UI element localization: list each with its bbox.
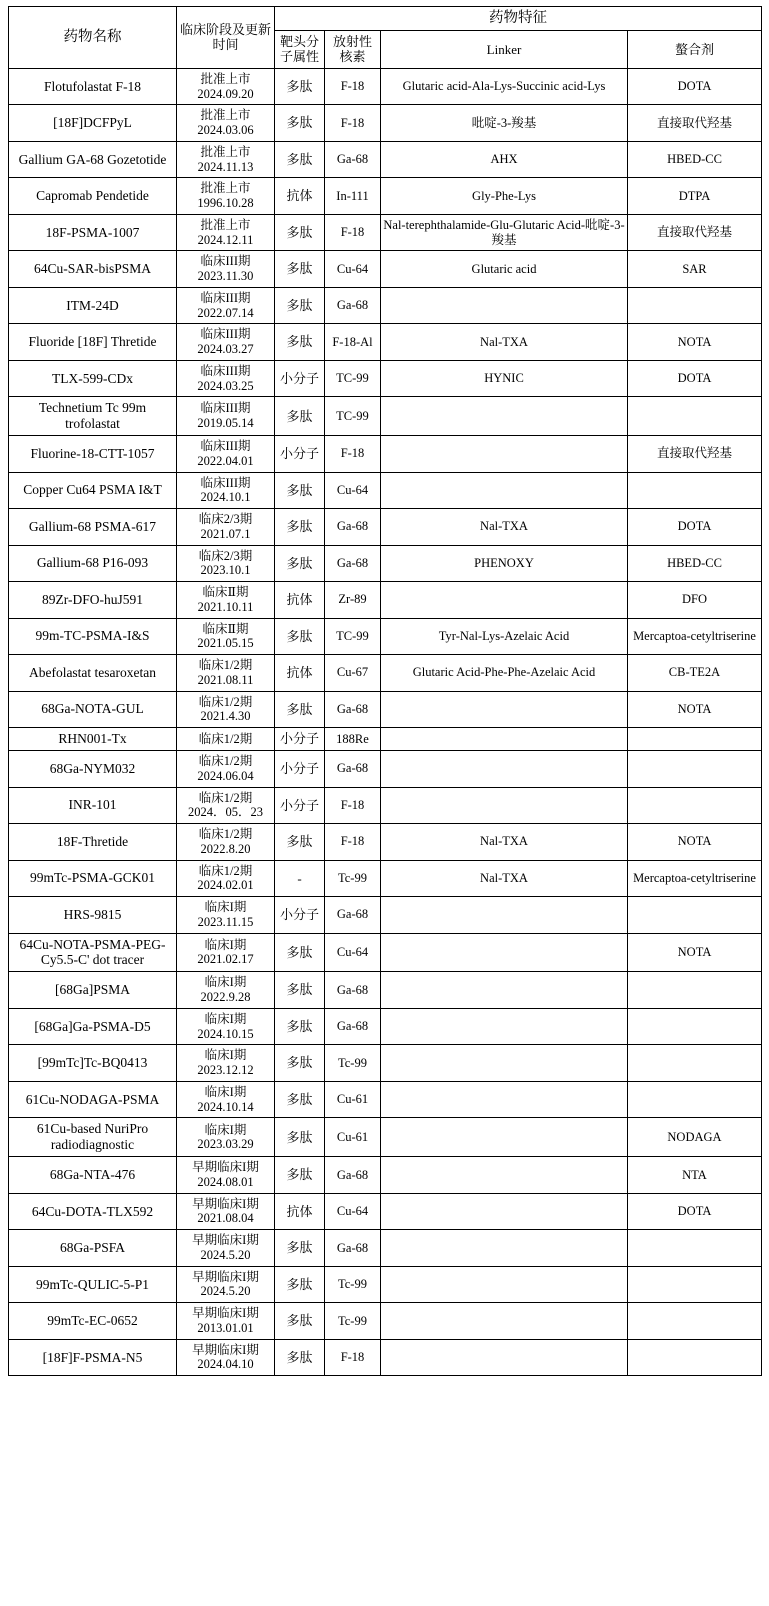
cell-linker xyxy=(381,436,628,473)
cell-target-property: 多肽 xyxy=(275,141,325,178)
cell-linker xyxy=(381,1303,628,1340)
cell-target-property: 多肽 xyxy=(275,1045,325,1082)
cell-target-property: 多肽 xyxy=(275,251,325,288)
table-row xyxy=(9,509,762,546)
cell-drug-name: Technetium Tc 99m trofolastat xyxy=(9,397,177,436)
cell-target-property: 多肽 xyxy=(275,1157,325,1194)
cell-target-property: 多肽 xyxy=(275,324,325,361)
cell-target-property: - xyxy=(275,860,325,897)
cell-target-property: 多肽 xyxy=(275,472,325,509)
cell-clinical-stage: 临床III期 2022.07.14 xyxy=(177,287,275,324)
table-row xyxy=(9,141,762,178)
cell-target-property: 小分子 xyxy=(275,751,325,788)
cell-linker xyxy=(381,728,628,751)
table-row xyxy=(9,1339,762,1376)
cell-drug-name: 99mTc-QULIC-5-P1 xyxy=(9,1266,177,1303)
cell-linker: Glutaric acid xyxy=(381,251,628,288)
cell-linker xyxy=(381,1008,628,1045)
cell-clinical-stage: 早期临床I期 2024.5.20 xyxy=(177,1230,275,1267)
table-body xyxy=(9,68,762,1375)
cell-linker xyxy=(381,972,628,1009)
cell-clinical-stage: 临床I期 2024.10.15 xyxy=(177,1008,275,1045)
cell-clinical-stage: 临床III期 2019.05.14 xyxy=(177,397,275,436)
cell-linker xyxy=(381,1230,628,1267)
cell-clinical-stage: 批准上市 2024.09.20 xyxy=(177,68,275,105)
cell-drug-name: 68Ga-PSFA xyxy=(9,1230,177,1267)
cell-nuclide: F-18 xyxy=(325,68,381,105)
table-row xyxy=(9,972,762,1009)
cell-linker: Nal-TXA xyxy=(381,509,628,546)
cell-nuclide: TC-99 xyxy=(325,397,381,436)
cell-nuclide: Tc-99 xyxy=(325,1303,381,1340)
table-row xyxy=(9,860,762,897)
table-row xyxy=(9,360,762,397)
cell-linker: AHX xyxy=(381,141,628,178)
cell-clinical-stage: 批准上市 2024.03.06 xyxy=(177,105,275,142)
cell-drug-name: 99m-TC-PSMA-I&S xyxy=(9,618,177,655)
cell-chelator: HBED-CC xyxy=(628,545,762,582)
table-row xyxy=(9,897,762,934)
drug-table xyxy=(8,6,762,1376)
cell-chelator: Mercaptoa-cetyltriserine xyxy=(628,618,762,655)
cell-nuclide: F-18 xyxy=(325,436,381,473)
cell-nuclide: Ga-68 xyxy=(325,141,381,178)
cell-nuclide: Cu-67 xyxy=(325,655,381,692)
cell-nuclide: Cu-61 xyxy=(325,1118,381,1157)
cell-linker xyxy=(381,1045,628,1082)
table-row xyxy=(9,1045,762,1082)
header-nuclide: 放射性核素 xyxy=(325,31,381,69)
cell-nuclide: 188Re xyxy=(325,728,381,751)
cell-nuclide: F-18 xyxy=(325,105,381,142)
cell-drug-name: 89Zr-DFO-huJ591 xyxy=(9,582,177,619)
cell-clinical-stage: 早期临床I期 2024.04.10 xyxy=(177,1339,275,1376)
cell-linker: Tyr-Nal-Lys-Azelaic Acid xyxy=(381,618,628,655)
cell-clinical-stage: 临床1/2期 2021.08.11 xyxy=(177,655,275,692)
header-target-property: 靶头分子属性 xyxy=(275,31,325,69)
cell-clinical-stage: 临床III期 2022.04.01 xyxy=(177,436,275,473)
cell-drug-name: Fluoride [18F] Thretide xyxy=(9,324,177,361)
table-row xyxy=(9,1008,762,1045)
cell-drug-name: RHN001-Tx xyxy=(9,728,177,751)
cell-nuclide: Ga-68 xyxy=(325,972,381,1009)
cell-drug-name: ITM-24D xyxy=(9,287,177,324)
cell-nuclide: Ga-68 xyxy=(325,751,381,788)
cell-chelator xyxy=(628,1081,762,1118)
cell-linker xyxy=(381,1081,628,1118)
cell-linker: Gly-Phe-Lys xyxy=(381,178,628,215)
cell-nuclide: Tc-99 xyxy=(325,1045,381,1082)
cell-drug-name: 99mTc-PSMA-GCK01 xyxy=(9,860,177,897)
cell-chelator xyxy=(628,1339,762,1376)
cell-linker xyxy=(381,287,628,324)
cell-clinical-stage: 临床1/2期 2024.02.01 xyxy=(177,860,275,897)
cell-clinical-stage: 早期临床I期 2021.08.04 xyxy=(177,1193,275,1230)
cell-target-property: 小分子 xyxy=(275,360,325,397)
table-row xyxy=(9,68,762,105)
cell-chelator: DFO xyxy=(628,582,762,619)
cell-chelator: NODAGA xyxy=(628,1118,762,1157)
cell-drug-name: 64Cu-DOTA-TLX592 xyxy=(9,1193,177,1230)
cell-nuclide: Ga-68 xyxy=(325,287,381,324)
cell-target-property: 小分子 xyxy=(275,897,325,934)
table-row xyxy=(9,1303,762,1340)
cell-nuclide: Ga-68 xyxy=(325,1157,381,1194)
cell-chelator xyxy=(628,1230,762,1267)
table-row xyxy=(9,1266,762,1303)
cell-linker xyxy=(381,933,628,972)
cell-chelator: NOTA xyxy=(628,933,762,972)
cell-linker xyxy=(381,397,628,436)
header-chelator: 螯合剂 xyxy=(628,31,762,69)
cell-nuclide: F-18-Al xyxy=(325,324,381,361)
cell-drug-name: Abefolastat tesaroxetan xyxy=(9,655,177,692)
cell-linker xyxy=(381,582,628,619)
cell-chelator xyxy=(628,397,762,436)
cell-clinical-stage: 临床III期 2024.03.27 xyxy=(177,324,275,361)
cell-target-property: 多肽 xyxy=(275,1081,325,1118)
table-row xyxy=(9,214,762,251)
cell-target-property: 小分子 xyxy=(275,436,325,473)
cell-drug-name: 99mTc-EC-0652 xyxy=(9,1303,177,1340)
table-row xyxy=(9,691,762,728)
table-row xyxy=(9,824,762,861)
cell-target-property: 抗体 xyxy=(275,178,325,215)
cell-chelator xyxy=(628,472,762,509)
cell-clinical-stage: 早期临床I期 2013.01.01 xyxy=(177,1303,275,1340)
cell-linker xyxy=(381,472,628,509)
cell-target-property: 多肽 xyxy=(275,68,325,105)
cell-linker: PHENOXY xyxy=(381,545,628,582)
cell-target-property: 多肽 xyxy=(275,545,325,582)
cell-nuclide: F-18 xyxy=(325,787,381,824)
cell-clinical-stage: 临床I期 2023.03.29 xyxy=(177,1118,275,1157)
table-row xyxy=(9,1230,762,1267)
cell-chelator: 直接取代羟基 xyxy=(628,214,762,251)
cell-chelator: CB-TE2A xyxy=(628,655,762,692)
cell-chelator: DOTA xyxy=(628,360,762,397)
cell-chelator: DOTA xyxy=(628,509,762,546)
cell-target-property: 多肽 xyxy=(275,1008,325,1045)
table-row xyxy=(9,787,762,824)
cell-drug-name: Fluorine-18-CTT-1057 xyxy=(9,436,177,473)
cell-clinical-stage: 临床I期 2023.12.12 xyxy=(177,1045,275,1082)
table-row xyxy=(9,751,762,788)
cell-chelator: DOTA xyxy=(628,68,762,105)
cell-nuclide: Ga-68 xyxy=(325,1230,381,1267)
cell-linker: 吡啶-3-羧基 xyxy=(381,105,628,142)
cell-drug-name: TLX-599-CDx xyxy=(9,360,177,397)
cell-drug-name: 18F-PSMA-1007 xyxy=(9,214,177,251)
table-row xyxy=(9,1193,762,1230)
cell-clinical-stage: 临床2/3期 2023.10.1 xyxy=(177,545,275,582)
cell-chelator: 直接取代羟基 xyxy=(628,436,762,473)
cell-nuclide: Tc-99 xyxy=(325,860,381,897)
cell-target-property: 多肽 xyxy=(275,933,325,972)
cell-clinical-stage: 临床III期 2023.11.30 xyxy=(177,251,275,288)
table-row xyxy=(9,1118,762,1157)
cell-target-property: 多肽 xyxy=(275,214,325,251)
cell-nuclide: Cu-64 xyxy=(325,1193,381,1230)
cell-target-property: 多肽 xyxy=(275,1118,325,1157)
cell-clinical-stage: 临床I期 2023.11.15 xyxy=(177,897,275,934)
cell-drug-name: [68Ga]Ga-PSMA-D5 xyxy=(9,1008,177,1045)
cell-nuclide: Tc-99 xyxy=(325,1266,381,1303)
cell-drug-name: INR-101 xyxy=(9,787,177,824)
cell-target-property: 抗体 xyxy=(275,1193,325,1230)
cell-linker xyxy=(381,787,628,824)
cell-nuclide: Ga-68 xyxy=(325,545,381,582)
cell-linker xyxy=(381,1266,628,1303)
cell-chelator: 直接取代羟基 xyxy=(628,105,762,142)
table-row xyxy=(9,1157,762,1194)
cell-drug-name: Gallium-68 PSMA-617 xyxy=(9,509,177,546)
table-row xyxy=(9,582,762,619)
cell-linker xyxy=(381,691,628,728)
cell-drug-name: 68Ga-NOTA-GUL xyxy=(9,691,177,728)
cell-chelator xyxy=(628,728,762,751)
cell-chelator xyxy=(628,972,762,1009)
cell-chelator: SAR xyxy=(628,251,762,288)
cell-target-property: 多肽 xyxy=(275,509,325,546)
cell-clinical-stage: 临床I期 2022.9.28 xyxy=(177,972,275,1009)
cell-linker: Nal-terephthalamide-Glu-Glutaric Acid-吡啶-3-羧基 xyxy=(381,214,628,251)
cell-nuclide: In-111 xyxy=(325,178,381,215)
cell-clinical-stage: 批准上市 2024.11.13 xyxy=(177,141,275,178)
cell-target-property: 多肽 xyxy=(275,824,325,861)
cell-chelator xyxy=(628,1266,762,1303)
cell-drug-name: 64Cu-SAR-bisPSMA xyxy=(9,251,177,288)
cell-linker: Glutaric Acid-Phe-Phe-Azelaic Acid xyxy=(381,655,628,692)
cell-drug-name: 61Cu-NODAGA-PSMA xyxy=(9,1081,177,1118)
cell-linker xyxy=(381,1118,628,1157)
cell-linker xyxy=(381,897,628,934)
cell-nuclide: Ga-68 xyxy=(325,509,381,546)
cell-linker xyxy=(381,751,628,788)
cell-nuclide: TC-99 xyxy=(325,360,381,397)
table-row xyxy=(9,655,762,692)
cell-chelator: NOTA xyxy=(628,324,762,361)
table-row xyxy=(9,728,762,751)
table-row xyxy=(9,287,762,324)
cell-target-property: 多肽 xyxy=(275,105,325,142)
cell-clinical-stage: 临床1/2期 2021.4.30 xyxy=(177,691,275,728)
header-linker: Linker xyxy=(381,31,628,69)
cell-drug-name: [68Ga]PSMA xyxy=(9,972,177,1009)
cell-chelator xyxy=(628,787,762,824)
cell-clinical-stage: 早期临床I期 2024.08.01 xyxy=(177,1157,275,1194)
cell-target-property: 小分子 xyxy=(275,728,325,751)
table-row xyxy=(9,1081,762,1118)
cell-clinical-stage: 临床I期 2024.10.14 xyxy=(177,1081,275,1118)
cell-target-property: 多肽 xyxy=(275,1230,325,1267)
cell-nuclide: F-18 xyxy=(325,214,381,251)
cell-drug-name: 18F-Thretide xyxy=(9,824,177,861)
table-row xyxy=(9,397,762,436)
cell-chelator: DTPA xyxy=(628,178,762,215)
cell-drug-name: HRS-9815 xyxy=(9,897,177,934)
cell-target-property: 多肽 xyxy=(275,397,325,436)
cell-target-property: 多肽 xyxy=(275,618,325,655)
cell-chelator xyxy=(628,751,762,788)
header-row-1 xyxy=(9,7,762,31)
table-row xyxy=(9,618,762,655)
cell-drug-name: 68Ga-NYM032 xyxy=(9,751,177,788)
cell-target-property: 抗体 xyxy=(275,582,325,619)
table-row xyxy=(9,933,762,972)
table-row xyxy=(9,324,762,361)
cell-target-property: 多肽 xyxy=(275,287,325,324)
cell-chelator: HBED-CC xyxy=(628,141,762,178)
cell-target-property: 多肽 xyxy=(275,972,325,1009)
cell-drug-name: Gallium-68 P16-093 xyxy=(9,545,177,582)
cell-clinical-stage: 临床1/2期 2022.8.20 xyxy=(177,824,275,861)
table-row xyxy=(9,436,762,473)
cell-nuclide: Zr-89 xyxy=(325,582,381,619)
cell-nuclide: Cu-64 xyxy=(325,472,381,509)
cell-linker xyxy=(381,1339,628,1376)
cell-chelator xyxy=(628,897,762,934)
cell-drug-name: Flotufolastat F-18 xyxy=(9,68,177,105)
cell-chelator xyxy=(628,1008,762,1045)
cell-linker xyxy=(381,1157,628,1194)
header-drug-name: 药物名称 xyxy=(9,7,177,69)
cell-drug-name: [18F]F-PSMA-N5 xyxy=(9,1339,177,1376)
table-row xyxy=(9,545,762,582)
cell-target-property: 小分子 xyxy=(275,787,325,824)
table-row xyxy=(9,472,762,509)
cell-nuclide: Cu-64 xyxy=(325,933,381,972)
cell-drug-name: 61Cu-based NuriPro radiodiagnostic xyxy=(9,1118,177,1157)
cell-nuclide: TC-99 xyxy=(325,618,381,655)
cell-nuclide: Ga-68 xyxy=(325,691,381,728)
cell-nuclide: Cu-64 xyxy=(325,251,381,288)
cell-nuclide: F-18 xyxy=(325,1339,381,1376)
cell-target-property: 多肽 xyxy=(275,1266,325,1303)
cell-linker: Nal-TXA xyxy=(381,824,628,861)
cell-chelator: NOTA xyxy=(628,824,762,861)
cell-clinical-stage: 临床III期 2024.10.1 xyxy=(177,472,275,509)
cell-clinical-stage: 临床1/2期 2024.06.04 xyxy=(177,751,275,788)
cell-linker: Nal-TXA xyxy=(381,324,628,361)
cell-linker: HYNIC xyxy=(381,360,628,397)
cell-nuclide: Cu-61 xyxy=(325,1081,381,1118)
cell-clinical-stage: 临床1/2期 xyxy=(177,728,275,751)
cell-target-property: 多肽 xyxy=(275,1339,325,1376)
cell-target-property: 抗体 xyxy=(275,655,325,692)
cell-clinical-stage: 早期临床I期 2024.5.20 xyxy=(177,1266,275,1303)
cell-chelator: Mercaptoa-cetyltriserine xyxy=(628,860,762,897)
cell-drug-name: [18F]DCFPyL xyxy=(9,105,177,142)
cell-target-property: 多肽 xyxy=(275,691,325,728)
cell-linker: Nal-TXA xyxy=(381,860,628,897)
cell-chelator: NTA xyxy=(628,1157,762,1194)
cell-target-property: 多肽 xyxy=(275,1303,325,1340)
cell-clinical-stage: 临床Ⅱ期 2021.10.11 xyxy=(177,582,275,619)
cell-chelator xyxy=(628,287,762,324)
table-row xyxy=(9,178,762,215)
cell-nuclide: Ga-68 xyxy=(325,897,381,934)
cell-chelator xyxy=(628,1303,762,1340)
cell-clinical-stage: 批准上市 1996.10.28 xyxy=(177,178,275,215)
cell-nuclide: Ga-68 xyxy=(325,1008,381,1045)
cell-clinical-stage: 临床III期 2024.03.25 xyxy=(177,360,275,397)
cell-drug-name: 68Ga-NTA-476 xyxy=(9,1157,177,1194)
cell-nuclide: F-18 xyxy=(325,824,381,861)
cell-clinical-stage: 临床2/3期 2021.07.1 xyxy=(177,509,275,546)
table-row xyxy=(9,105,762,142)
table-header xyxy=(9,7,762,69)
cell-drug-name: [99mTc]Tc-BQ0413 xyxy=(9,1045,177,1082)
cell-clinical-stage: 临床1/2期 2024．05．23 xyxy=(177,787,275,824)
cell-drug-name: Copper Cu64 PSMA I&T xyxy=(9,472,177,509)
cell-drug-name: Gallium GA-68 Gozetotide xyxy=(9,141,177,178)
cell-chelator: DOTA xyxy=(628,1193,762,1230)
cell-linker: Glutaric acid-Ala-Lys-Succinic acid-Lys xyxy=(381,68,628,105)
header-drug-features: 药物特征 xyxy=(275,7,762,31)
cell-drug-name: Capromab Pendetide xyxy=(9,178,177,215)
table-row xyxy=(9,251,762,288)
cell-clinical-stage: 临床I期 2021.02.17 xyxy=(177,933,275,972)
cell-clinical-stage: 临床Ⅱ期 2021.05.15 xyxy=(177,618,275,655)
cell-chelator: NOTA xyxy=(628,691,762,728)
cell-drug-name: 64Cu-NOTA-PSMA-PEG-Cy5.5-C' dot tracer xyxy=(9,933,177,972)
cell-linker xyxy=(381,1193,628,1230)
header-clinical-stage: 临床阶段及更新时间 xyxy=(177,7,275,69)
cell-chelator xyxy=(628,1045,762,1082)
cell-clinical-stage: 批准上市 2024.12.11 xyxy=(177,214,275,251)
